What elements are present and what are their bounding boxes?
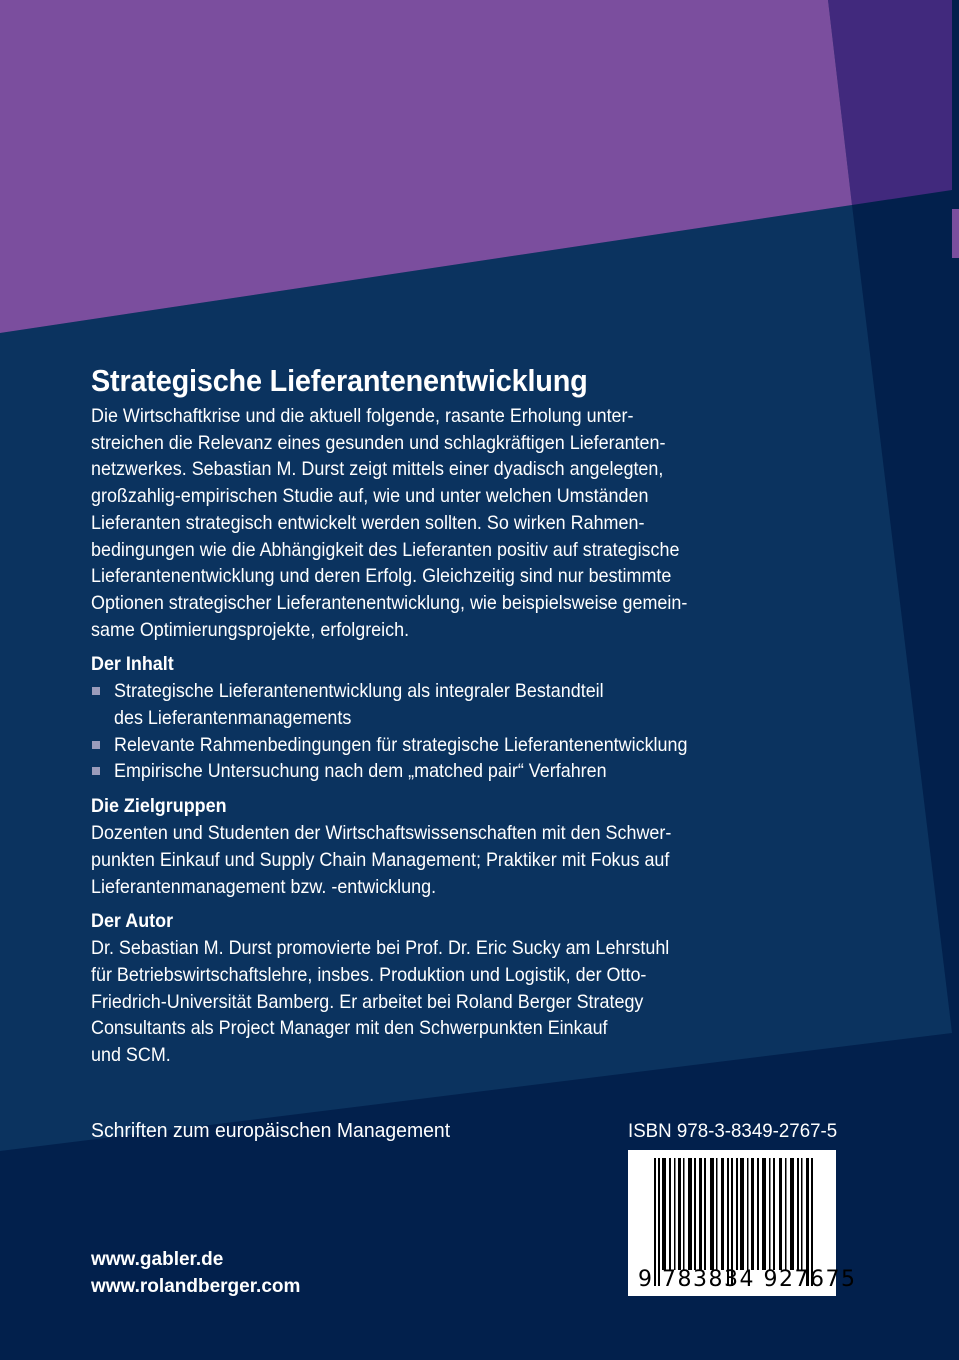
- text-line: Friedrich-Universität Bamberg. Er arbeitet bei Roland Berger Strategy: [91, 990, 644, 1013]
- square-bullet-icon: [92, 767, 100, 775]
- back-cover-text: [91, 360, 851, 1069]
- text-line: Empirische Untersuchung nach dem „matched pair“ Verfahren: [114, 760, 607, 783]
- text-line: Dozenten und Studenten der Wirtschaftswissenschaften mit den Schwer-: [91, 822, 672, 845]
- list-item: [91, 758, 851, 785]
- intro-paragraph: [91, 403, 851, 643]
- text-line: großzahlig-empirischen Studie auf, wie und unter welchen Umständen: [91, 485, 649, 508]
- url-rolandberger[interactable]: www.rolandberger.com: [91, 1276, 301, 1297]
- text-line: Lieferantenentwicklung und deren Erfolg. Gleichzeitig sind nur bestimmte: [91, 565, 672, 588]
- text-line: Consultants als Project Manager mit den Schwerpunkten Einkauf: [91, 1017, 608, 1040]
- text-line: streichen die Relevanz eines gesunden und schlagkräftigen Lieferanten-: [91, 431, 666, 454]
- text-line: Lieferanten strategisch entwickelt werden sollten. So wirken Rahmen-: [91, 511, 645, 534]
- text-line: Optionen strategischer Lieferantenentwicklung, wie beispielsweise gemein-: [91, 591, 688, 614]
- text-line: des Lieferantenmanagements: [114, 707, 352, 730]
- series-title: Schriften zum europäischen Management: [91, 1120, 451, 1142]
- text-line: Lieferantenmanagement bzw. -entwicklung.: [91, 875, 437, 898]
- autor-paragraph: [91, 935, 851, 1069]
- text-line: netzwerkes. Sebastian M. Durst zeigt mittels einer dyadisch angelegten,: [91, 458, 664, 481]
- isbn-label: ISBN 978-3-8349-2767-5: [628, 1120, 838, 1142]
- section-heading-zielgruppen: Die Zielgruppen: [91, 795, 227, 818]
- text-line: punkten Einkauf und Supply Chain Management; Praktiker mit Fokus auf: [91, 848, 670, 871]
- text-line: Relevante Rahmenbedingungen für strategische Lieferantenentwicklung: [114, 733, 688, 756]
- list-item: [91, 678, 851, 731]
- url-gabler[interactable]: www.gabler.de: [91, 1249, 224, 1270]
- section-heading-autor: Der Autor: [91, 910, 174, 933]
- publisher-urls: [91, 1246, 300, 1300]
- text-line: für Betriebswirtschaftslehre, insbes. Produktion und Logistik, der Otto-: [91, 963, 647, 986]
- square-bullet-icon: [92, 741, 100, 749]
- book-title: Strategische Lieferantenentwicklung: [91, 363, 588, 398]
- text-line: same Optimierungsprojekte, erfolgreich.: [91, 618, 410, 641]
- text-line: Die Wirtschaftkrise und die aktuell folgende, rasante Erholung unter-: [91, 405, 634, 427]
- barcode: [628, 1150, 857, 1296]
- text-line: und SCM.: [91, 1044, 171, 1067]
- zielgruppen-paragraph: [91, 820, 851, 900]
- list-item: [91, 732, 851, 759]
- text-line: Strategische Lieferantenentwicklung als integraler Bestandteil: [114, 680, 604, 703]
- barcode-digits: 9 783834 927675: [638, 1267, 857, 1292]
- text-line: bedingungen wie die Abhängigkeit des Lieferanten positiv auf strategische: [91, 538, 680, 561]
- inhalt-list: [91, 678, 851, 785]
- square-bullet-icon: [92, 687, 100, 695]
- text-line: Dr. Sebastian M. Durst promovierte bei Prof. Dr. Eric Sucky am Lehrstuhl: [91, 937, 670, 960]
- section-heading-inhalt: Der Inhalt: [91, 653, 174, 676]
